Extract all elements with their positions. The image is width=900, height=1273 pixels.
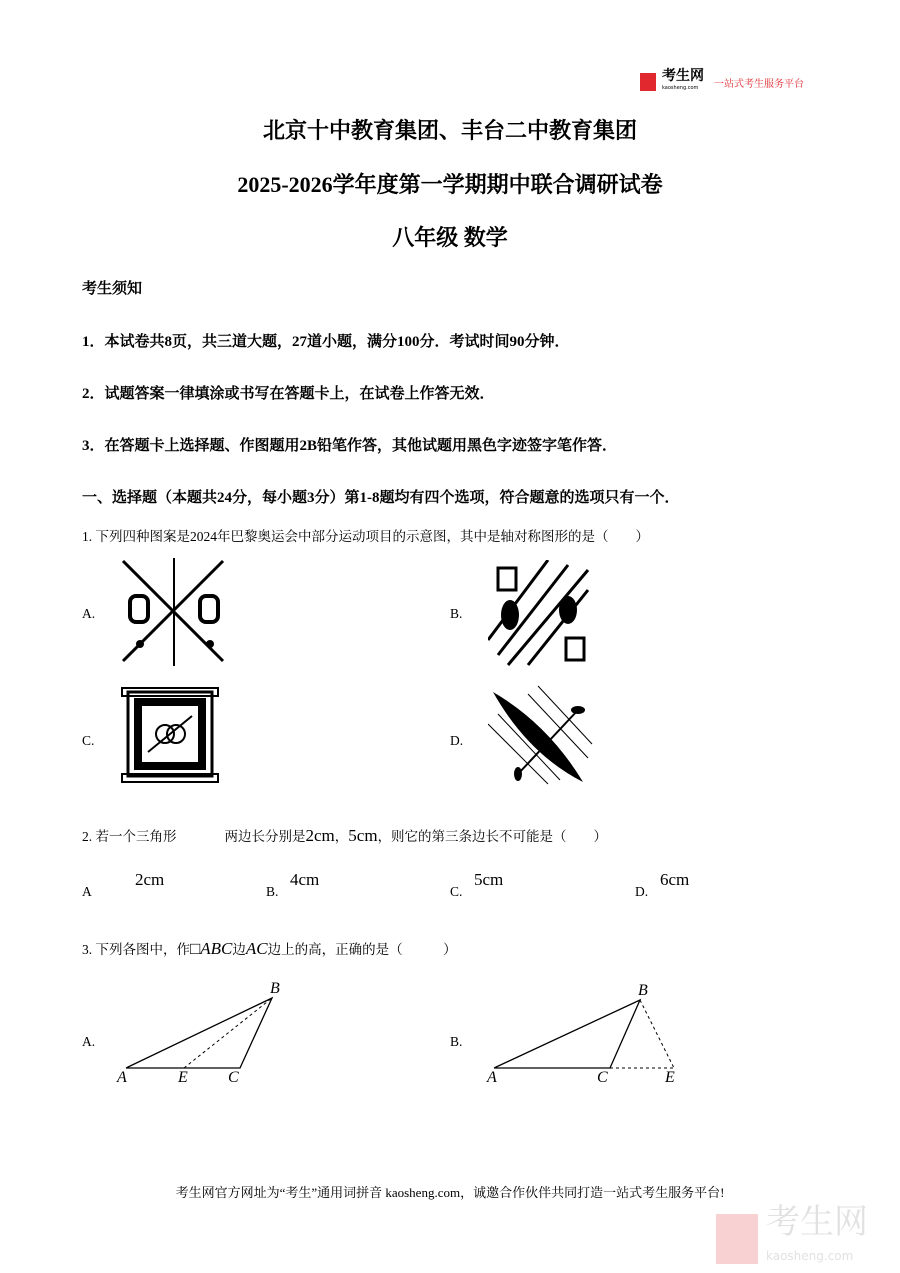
q1-option-a: A. <box>82 606 96 621</box>
watermark-logo-icon <box>716 1214 758 1264</box>
logo-slogan: 一站式考生服务平台 <box>714 78 804 90</box>
q3-option-b: B. <box>450 1034 463 1049</box>
q2-option-value: 5cm <box>474 870 504 889</box>
title-line-1: 北京十中教育集团、丰台二中教育集团 <box>262 118 637 143</box>
q2-option-value: 6cm <box>660 870 690 889</box>
logo-icon <box>640 73 656 91</box>
q2-option-label: C. <box>450 884 463 899</box>
vertex-label: A <box>487 1069 497 1086</box>
vertex-label: E <box>665 1069 675 1086</box>
title-line-3: 八年级 数学 <box>392 225 508 250</box>
fencing-figure <box>118 556 230 668</box>
q2-value: 2cm <box>305 826 335 845</box>
vertex-label: A <box>117 1069 127 1086</box>
notice-item: 2．试题答案一律填涂或书写在答题卡上，在试卷上作答无效． <box>82 386 495 402</box>
vertex-label: B <box>270 980 280 997</box>
q3-option-a: A. <box>82 1034 96 1049</box>
q3-math: AC <box>245 939 268 958</box>
vertex-label: C <box>597 1069 608 1086</box>
canoe-figure <box>488 684 593 786</box>
triangle-figure-a <box>120 990 280 1070</box>
q2-option-label: A <box>82 884 92 899</box>
vertex-label: E <box>178 1069 188 1086</box>
q3-math: □ABC <box>190 939 233 958</box>
footer-text: 考生网官方网址为“考生”通用词拼音 kaosheng.com，诚邀合作伙伴共同打造一站式考生服务平台! <box>175 1185 725 1200</box>
q3-text: 边 <box>232 942 246 957</box>
q3-text: 边上的高，正确的是（ ） <box>267 942 457 957</box>
q2-text: 两边长分别是 <box>224 829 306 844</box>
notice-heading: 考生须知 <box>82 281 143 297</box>
section-heading: 一、选择题（本题共24分，每小题3分）第1-8题均有四个选项，符合题意的选项只有一个． <box>82 490 680 506</box>
watermark <box>716 1202 868 1273</box>
badminton-figure <box>488 560 590 668</box>
title-line-2: 2025-2026学年度第一学期期中联合调研试卷 <box>237 172 663 197</box>
triangle-figure-b <box>490 995 680 1070</box>
q1-option-c: C. <box>82 733 95 748</box>
q2-option-label: D. <box>635 884 649 899</box>
q2-text: ， <box>334 829 349 844</box>
watermark-name: 考生网 <box>766 1202 868 1242</box>
vertex-label: C <box>228 1069 239 1086</box>
notice-item: 3．在答题卡上选择题、作图题用2B铅笔作答，其他试题用黑色字迹签字笔作答． <box>82 438 618 454</box>
q2-value: 5cm <box>348 826 378 845</box>
q2-text: ，则它的第三条边长不可能是（ ） <box>377 829 608 844</box>
q2-option-label: B. <box>266 884 279 899</box>
q3-text: 3. 下列各图中，作 <box>82 942 190 957</box>
notice-item: 1．本试卷共8页，共三道大题，27道小题，满分100分．考试时间90分钟． <box>82 334 570 350</box>
logo-domain: kaosheng.com <box>662 85 699 91</box>
vertex-label: B <box>638 982 648 999</box>
logo-name: 考生网 <box>662 68 704 84</box>
question-1-stem: 1. 下列四种图案是2024年巴黎奥运会中部分运动项目的示意图，其中是轴对称图形的是（ ） <box>82 529 649 544</box>
q2-option-value: 2cm <box>135 870 165 889</box>
question-2-stem <box>82 825 607 846</box>
q2-option-value: 4cm <box>290 870 320 889</box>
boxing-ring-figure <box>120 686 220 784</box>
q2-text: 2. 若一个三角形 <box>82 829 177 844</box>
site-logo[interactable] <box>640 70 804 94</box>
q1-option-d: D. <box>450 733 464 748</box>
question-3-stem <box>82 938 457 959</box>
q1-option-b: B. <box>450 606 463 621</box>
watermark-domain: kaosheng.com <box>766 1249 854 1263</box>
